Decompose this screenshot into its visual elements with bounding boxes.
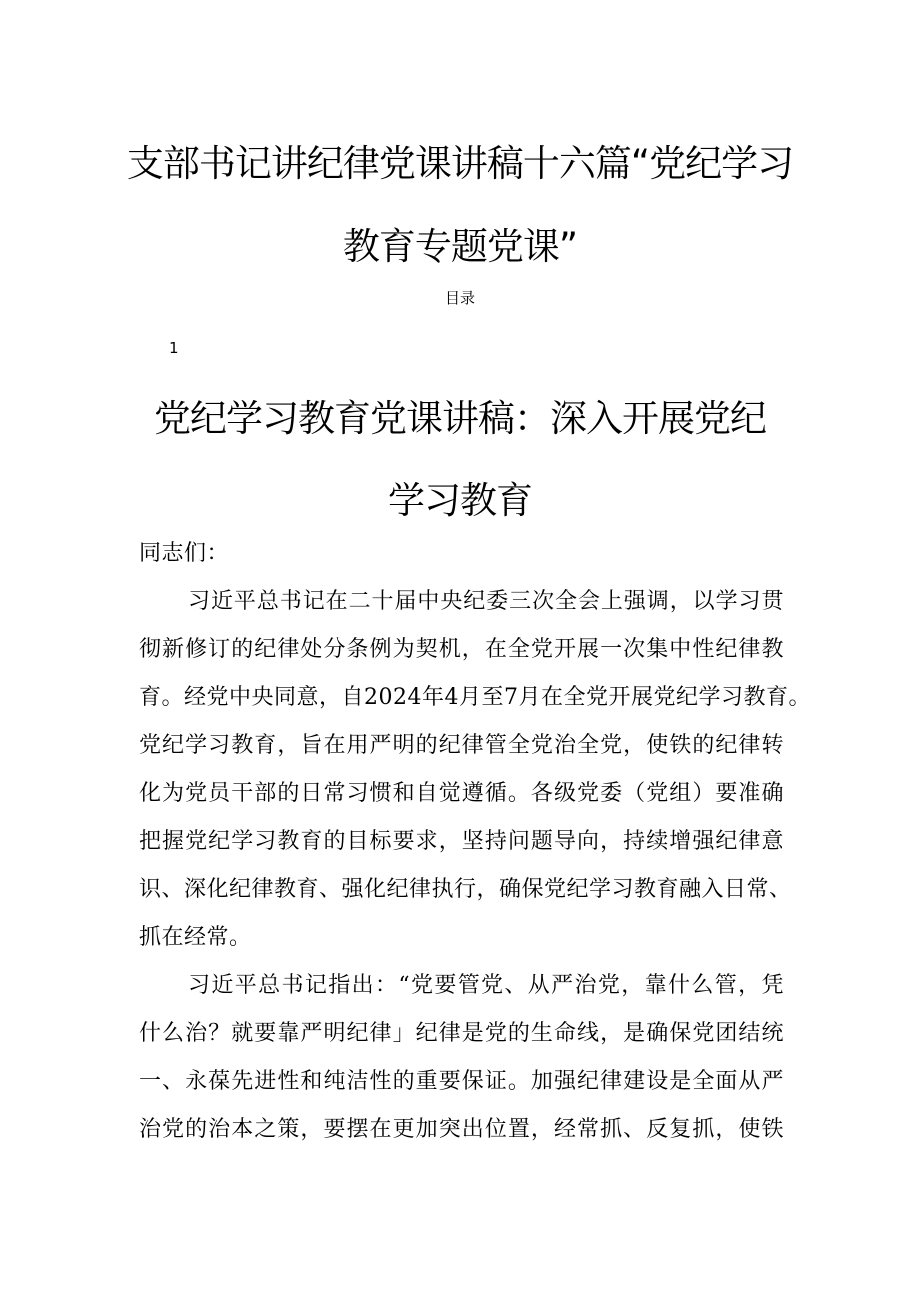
paragraph-line: 化为党员干部的日常习惯和自觉遵循。各级党委（党组）要准确 <box>139 781 784 806</box>
paragraph-line: 什么治？就要靠严明纪律」纪律是党的生命线，是确保党团结统 <box>139 1021 784 1046</box>
salutation: 同志们： <box>139 541 230 566</box>
document-title-line-2: 教育专题党课” <box>342 225 578 268</box>
document-title-line-1: 支部书记讲纪律党课讲稿十六篇“党纪学习 <box>126 142 794 185</box>
paragraph-line: 育。经党中央同意，自2024年4月至7月在全党开展党纪学习教育。 <box>139 685 811 710</box>
paragraph-line: 把握党纪学习教育的目标要求，坚持问题导向，持续增强纪律意 <box>139 829 784 854</box>
paragraph-line: 习近平总书记在二十届中央纪委三次全会上强调，以学习贯 <box>188 589 784 614</box>
section-title-line-1: 党纪学习教育党课讲稿：深入开展党纪 <box>154 397 766 440</box>
paragraph-line: 抓在经常。 <box>139 925 252 950</box>
toc-number: 1 <box>169 339 179 357</box>
section-title-line-2: 学习教育 <box>388 479 532 522</box>
paragraph-line: 习近平总书记指出：“党要管党、从严治党，靠什么管，凭 <box>188 973 784 998</box>
paragraph-line: 治党的治本之策，要摆在更加突出位置，经常抓、反复抓，使铁 <box>139 1117 784 1142</box>
paragraph-line: 党纪学习教育，旨在用严明的纪律管全党治全党，使铁的纪律转 <box>139 733 784 758</box>
paragraph-line: 识、深化纪律教育、强化纪律执行，确保党纪学习教育融入日常、 <box>139 877 792 902</box>
paragraph-line: 一、永葆先进性和纯洁性的重要保证。加强纪律建设是全面从严 <box>139 1069 784 1094</box>
toc-label: 目录 <box>444 289 475 307</box>
paragraph-line: 彻新修订的纪律处分条例为契机，在全党开展一次集中性纪律教 <box>139 637 784 662</box>
